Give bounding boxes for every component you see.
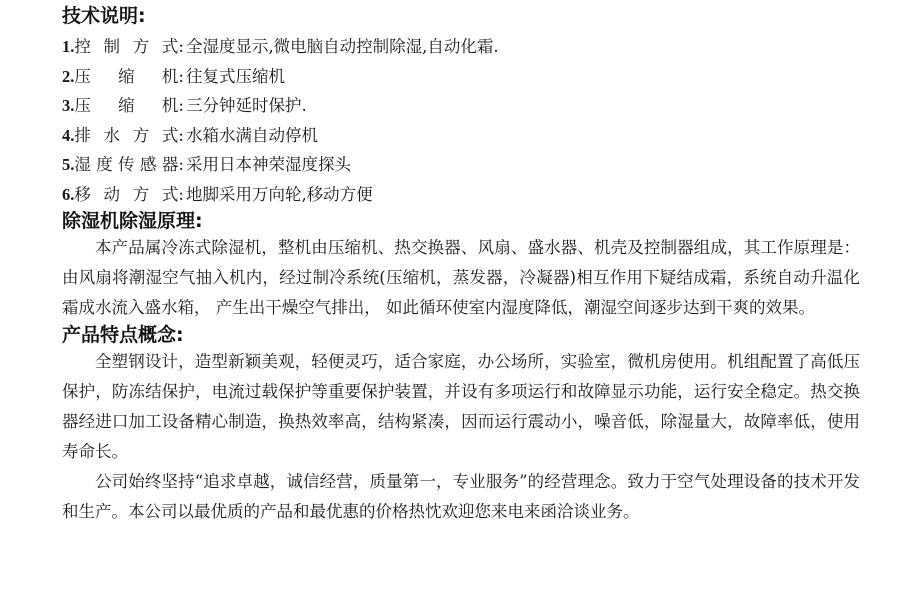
spec-colon: : <box>178 184 184 204</box>
spec-number: 4. <box>62 125 75 145</box>
features-paragraph: 全塑钢设计，造型新颖美观，轻便灵巧，适合家庭，办公场所，实验室，微机房使用。机组配置了高低压保护，防冻结保护，电流过载保护等重要保护装置，并设有多项运行和故障显示功能，运行安全稳定。热交换器经进口加工设备精心制造，换热效率高，结构紧凑，因而运行震动小，噪音低，除湿量大，故障率低，使用寿命长。 <box>62 352 860 461</box>
principle-heading: 除湿机除湿原理: <box>62 210 203 232</box>
spec-number: 1. <box>62 37 75 56</box>
spec-row <box>62 121 860 151</box>
spec-number: 2. <box>62 66 75 86</box>
spec-number: 5. <box>62 155 75 174</box>
spec-label: 排水方式 <box>74 125 179 145</box>
spec-value: 三分钟延时保护. <box>185 96 307 115</box>
spec-number: 3. <box>62 96 75 115</box>
spec-row <box>62 150 860 180</box>
features-heading: 产品特点概念: <box>62 324 184 346</box>
spec-label: 压缩机 <box>74 96 179 115</box>
spec-colon: : <box>178 96 184 115</box>
spec-value: 水箱水满自动停机 <box>185 125 318 145</box>
principle-paragraph: 本产品属冷冻式除湿机，整机由压缩机、热交换器、风扇、盛水器、机壳及控制器组成，其工作原理是：由风扇将潮湿空气抽入机内，经过制冷系统(压缩机，蒸发器，冷凝器)相互作用下疑结成霜，系统自动升温化霜成水流入盛水箱， 产生出干燥空气排出， 如此循环使室内湿度降低，潮湿空间逐步达到干爽的效果。 <box>62 238 860 317</box>
spec-value: 采用日本神荣湿度探头 <box>185 155 351 174</box>
spec-label: 控制方式 <box>74 37 179 56</box>
spec-colon: : <box>178 155 184 174</box>
spec-value: 地脚采用万向轮,移动方便 <box>185 184 373 204</box>
spec-label: 压缩机 <box>74 66 179 86</box>
spec-value: 往复式压缩机 <box>185 66 285 86</box>
tech-heading: 技术说明: <box>62 5 146 27</box>
spec-row <box>62 91 860 121</box>
spec-list <box>62 32 860 209</box>
spec-label: 移动方式 <box>74 184 179 204</box>
spec-number: 6. <box>62 184 75 204</box>
spec-colon: : <box>178 125 184 145</box>
company-paragraph: 公司始终坚持“追求卓越，诚信经营，质量第一，专业服务”的经营理念。致力于空气处理设备的技术开发和生产。本公司以最优质的产品和最优惠的价格热忱欢迎您来电来函洽谈业务。 <box>62 472 860 521</box>
spec-colon: : <box>178 66 184 86</box>
spec-row <box>62 180 860 210</box>
spec-value: 全湿度显示,微电脑自动控制除湿,自动化霜. <box>185 37 499 56</box>
spec-colon: : <box>178 37 184 56</box>
spec-row <box>62 62 860 92</box>
spec-row <box>62 32 860 62</box>
spec-label: 湿度传感器 <box>74 155 179 174</box>
